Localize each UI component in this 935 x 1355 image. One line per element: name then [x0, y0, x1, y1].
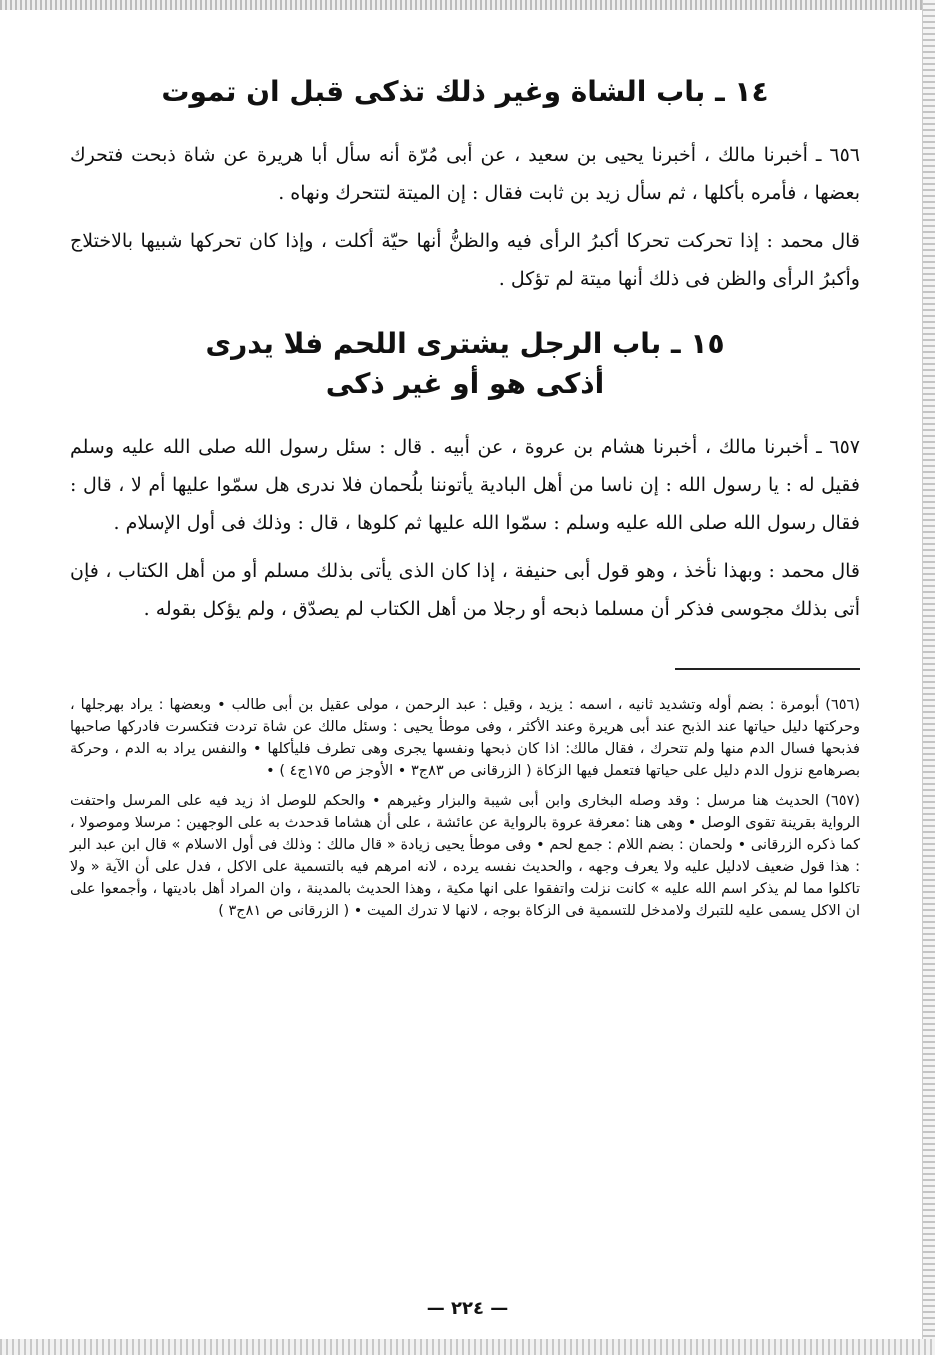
hadith-656: ٦٥٦ ـ أخبرنا مالك ، أخبرنا يحيى بن سعيد ، عن أبى مُرّة أنه سأل أبا هريرة عن شاة ذبحت فتحرك بعضها ، فأمره بأكلها ، ثم سأل زيد بن ثابت فقال : إن الميتة لتتحرك ونهاه .	[70, 144, 860, 204]
section-15-title-line-1: ١٥ ـ باب الرجل يشترى اللحم فلا يدرى	[205, 327, 725, 360]
page-border-right	[922, 0, 935, 1355]
section-14-commentary: قال محمد : إذا تحركت تحركا أكبرُ الرأى فيه والظنُّ أنها حيّة أكلت ، وإذا كان تحركها شبيها بالاختلاج وأكبرُ الرأى والظن فى ذلك أنها ميتة لم تؤكل .	[70, 230, 860, 290]
footnote-657: (٦٥٧) الحديث هنا مرسل : وقد وصله البخارى وابن أبى شيبة والبزار وغيرهم • والحكم للوصل اذ زيد فيه على المرسل واحتفت الرواية بقرينة تقوى الوصل • وهى هنا :معرفة عروة بالرواية عن عائشة ، على أن هشاما قدحدث به على الوجهين : مرسلا وموصولا ، كما ذكره الزرقانى • ولحمان : بضم اللام : جمع لحم • وفى موطأ يحيى زيادة « قال مالك : وذلك فى أول الاسلام » قال ابن عبد البر : هذا قول ضعيف لادليل عليه ولا يعرف وجهه ، والحديث نفسه يرده ، لانه امرهم فيه بالتسمية على الاكل ، فدل على أن الآية « ولا تاكلوا مما لم يذكر اسم الله عليه » كانت نزلت واتفقوا على انها مكية ، وهذا الحديث بالمدينة ، وان المراد أهل باديتها ، وأجمعوا على ان الاكل يسمى عليه للتبرك ولامدخل للتسمية فى الزكاة بوجه ، لانها لا تدرك الميت • ( الزرقانى ص ٨١ج٣ )	[70, 793, 860, 919]
page-border-top	[0, 0, 935, 10]
section-15-title	[70, 324, 860, 404]
page-border-bottom	[0, 1339, 935, 1355]
section-15-title-line-2: أذكى هو أو غير ذكى	[325, 367, 605, 400]
page-number: — ٢٢٤ —	[426, 1298, 509, 1319]
footnote-656: (٦٥٦) أبومرة : بضم أوله وتشديد ثانيه ، اسمه : يزيد ، وقيل : عبد الرحمن ، مولى عقيل بن أبى طالب • وبعضها : يراد بهرجلها ، وحركتها دليل حياتها عند الذبح عند أبى هريرة وعند الأكثر ، وفى موطأ يحيى : وسئل مالك عن شاة تردت فتكسرت فادركها صاحبها فذبحها فسال الدم منها ولم تتحرك ، فقال مالك: اذا كان ذبحها ونفسها يجرى وهى تطرف فليأكلها • والنفس يراد به الدم ، وحركة بصرهامع نزول الدم دليل على حياتها فتعمل فيها الزكاة ( الزرقانى ص ٨٣ج٣ • الأوجز ص ١٧٥ج٤ ) •	[70, 697, 860, 779]
hadith-657: ٦٥٧ ـ أخبرنا مالك ، أخبرنا هشام بن عروة ، عن أبيه . قال : سئل رسول الله صلى الله عليه وسلم فقيل له : يا رسول الله : إن ناسا من أهل البادية يأتوننا بلُحمان فلا ندرى هل سمّوا عليها أم لا ، قال : فقال رسول الله صلى الله عليه وسلم : سمّوا الله عليها ثم كلوها ، قال : وذلك فى أول الإسلام .	[70, 436, 860, 534]
document-page	[70, 72, 860, 930]
section-14-title: ١٤ ـ باب الشاة وغير ذلك تذكى قبل ان تموت	[161, 75, 769, 108]
footnote-divider	[675, 668, 860, 670]
section-15-commentary: قال محمد : وبهذا نأخذ ، وهو قول أبى حنيفة ، إذا كان الذى يأتى بذلك مسلم أو من أهل الكتاب ، فإن أتى بذلك مجوسى فذكر أن مسلما ذبحه أو رجلا من أهل الكتاب لم يصدّق ، ولم يؤكل بقوله .	[70, 560, 860, 620]
